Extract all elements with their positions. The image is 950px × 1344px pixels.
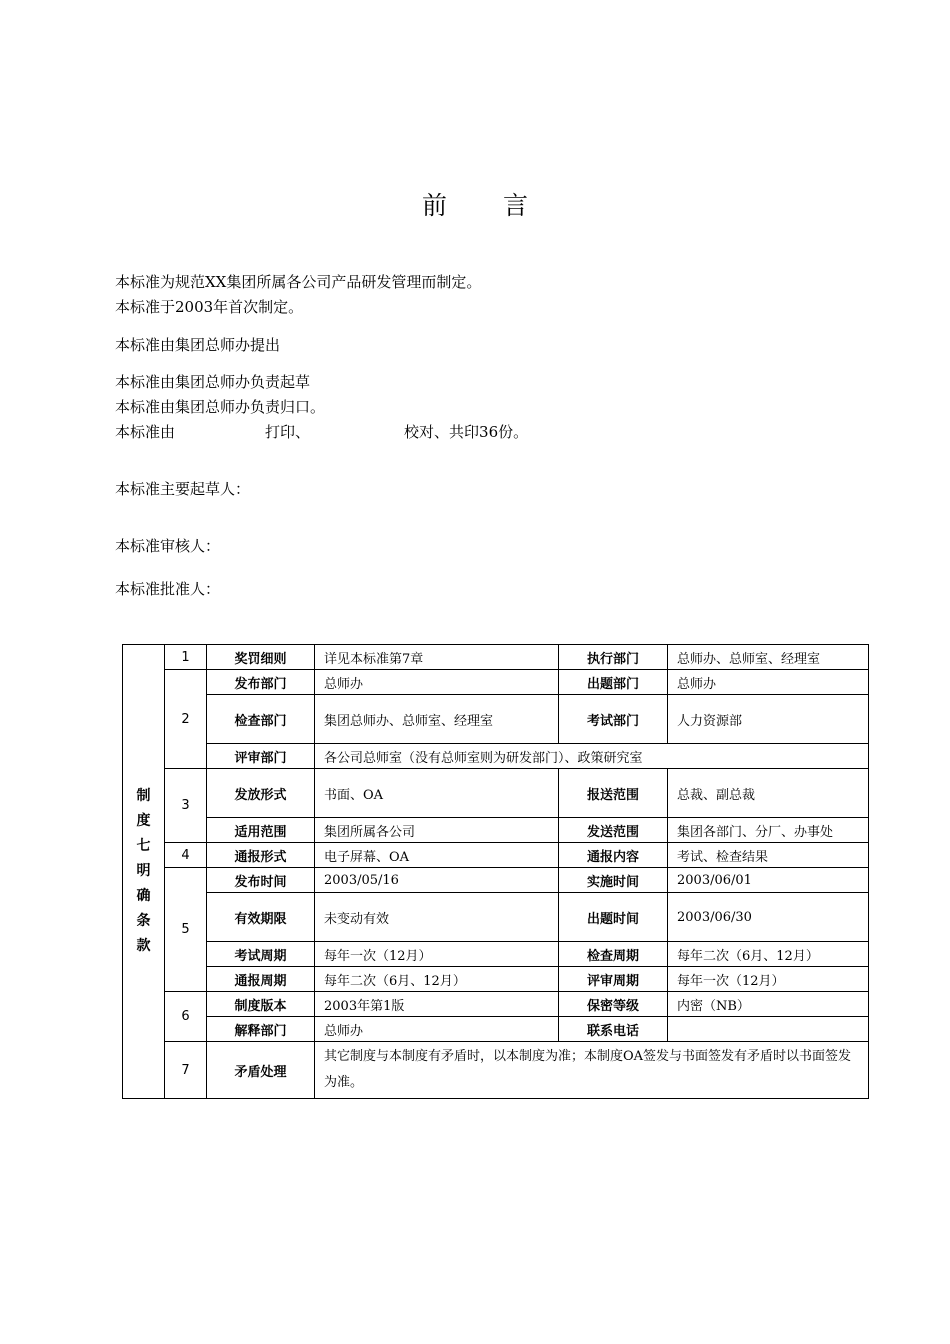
field-label: 出题部门 [559, 670, 668, 695]
row-number: 6 [165, 992, 207, 1042]
field-label: 联系电话 [559, 1017, 668, 1042]
field-value: 总师办 [315, 1017, 559, 1042]
field-label: 出题时间 [559, 893, 668, 942]
table-row [123, 670, 869, 695]
title-char-right: 言 [503, 191, 529, 220]
printing-part-b: 打印、 [265, 423, 311, 441]
table-row [123, 1042, 869, 1099]
table-row [123, 1017, 869, 1042]
field-value: 其它制度与本制度有矛盾时，以本制度为准；本制度OA签发与书面签发有矛盾时以书面签发为准。 [315, 1042, 869, 1099]
table-row [123, 967, 869, 992]
field-value: 总师办、总师室、经理室 [668, 645, 869, 670]
table-row [123, 645, 869, 670]
title-char-left: 前 [421, 191, 447, 220]
table-row [123, 942, 869, 967]
row-number: 2 [165, 670, 207, 769]
table-row [123, 992, 869, 1017]
field-label: 制度版本 [207, 992, 315, 1017]
field-value: 书面、OA [315, 769, 559, 818]
row-number: 4 [165, 843, 207, 868]
field-value: 总裁、副总裁 [668, 769, 869, 818]
field-label: 实施时间 [559, 868, 668, 893]
field-value: 内密（NB） [668, 992, 869, 1017]
table-row [123, 893, 869, 942]
printing-part-a: 本标准由 [115, 423, 176, 441]
field-value: 总师办 [668, 670, 869, 695]
field-value: 2003/05/16 [315, 868, 559, 893]
field-value: 总师办 [315, 670, 559, 695]
field-value: 详见本标准第7章 [315, 645, 559, 670]
regulation-clauses-table [122, 644, 869, 1099]
field-value: 每年一次（12月） [315, 942, 559, 967]
preface-line-centralized: 本标准由集团总师办负责归口。 [115, 398, 326, 416]
field-label: 奖罚细则 [207, 645, 315, 670]
preface-line-first-issued: 本标准于2003年首次制定。 [115, 298, 304, 316]
field-label: 考试周期 [207, 942, 315, 967]
table-row [123, 843, 869, 868]
field-label: 发送范围 [559, 818, 668, 843]
reviewer-line: 本标准审核人： [115, 537, 221, 555]
row-number: 1 [165, 645, 207, 670]
field-value: 2003/06/01 [668, 868, 869, 893]
field-label: 解释部门 [207, 1017, 315, 1042]
row-number: 3 [165, 769, 207, 843]
field-value: 电子屏幕、OA [315, 843, 559, 868]
field-value: 集团总师办、总师室、经理室 [315, 695, 559, 744]
field-label: 有效期限 [207, 893, 315, 942]
field-label: 检查部门 [207, 695, 315, 744]
field-value: 2003/06/30 [668, 893, 869, 942]
field-label: 保密等级 [559, 992, 668, 1017]
field-label: 报送范围 [559, 769, 668, 818]
field-value: 人力资源部 [668, 695, 869, 744]
field-label: 通报形式 [207, 843, 315, 868]
field-label: 适用范围 [207, 818, 315, 843]
table-row [123, 868, 869, 893]
field-label: 通报周期 [207, 967, 315, 992]
field-value: 集团所属各公司 [315, 818, 559, 843]
preface-line-drafted: 本标准由集团总师办负责起草 [115, 373, 311, 391]
side-label-cell [123, 645, 165, 1099]
field-label: 发布时间 [207, 868, 315, 893]
field-value [668, 1017, 869, 1042]
drafter-line: 本标准主要起草人： [115, 480, 251, 498]
preface-line-printing [115, 422, 528, 442]
field-label: 通报内容 [559, 843, 668, 868]
field-label: 发布部门 [207, 670, 315, 695]
field-label: 评审周期 [559, 967, 668, 992]
field-label: 评审部门 [207, 744, 315, 769]
field-value: 每年一次（12月） [668, 967, 869, 992]
field-value: 未变动有效 [315, 893, 559, 942]
preface-line-proposed: 本标准由集团总师办提出 [115, 336, 281, 354]
field-value: 2003年第1版 [315, 992, 559, 1017]
field-value: 每年二次（6月、12月） [315, 967, 559, 992]
field-value: 每年二次（6月、12月） [668, 942, 869, 967]
row-number: 5 [165, 868, 207, 992]
field-label: 矛盾处理 [207, 1042, 315, 1099]
side-label: 制度七明确条款 [136, 788, 151, 954]
printing-part-c: 校对、共印36份。 [404, 423, 529, 441]
row-number: 7 [165, 1042, 207, 1099]
page-title [0, 186, 950, 222]
preface-line-purpose: 本标准为规范XX集团所属各公司产品研发管理而制定。 [115, 273, 482, 291]
table-row [123, 744, 869, 769]
field-label: 发放形式 [207, 769, 315, 818]
table-row [123, 818, 869, 843]
table-row [123, 695, 869, 744]
table-row [123, 769, 869, 818]
approver-line: 本标准批准人： [115, 580, 221, 598]
field-label: 考试部门 [559, 695, 668, 744]
field-value: 集团各部门、分厂、办事处 [668, 818, 869, 843]
field-label: 执行部门 [559, 645, 668, 670]
field-value: 考试、检查结果 [668, 843, 869, 868]
field-value: 各公司总师室（没有总师室则为研发部门）、政策研究室 [315, 744, 869, 769]
field-label: 检查周期 [559, 942, 668, 967]
